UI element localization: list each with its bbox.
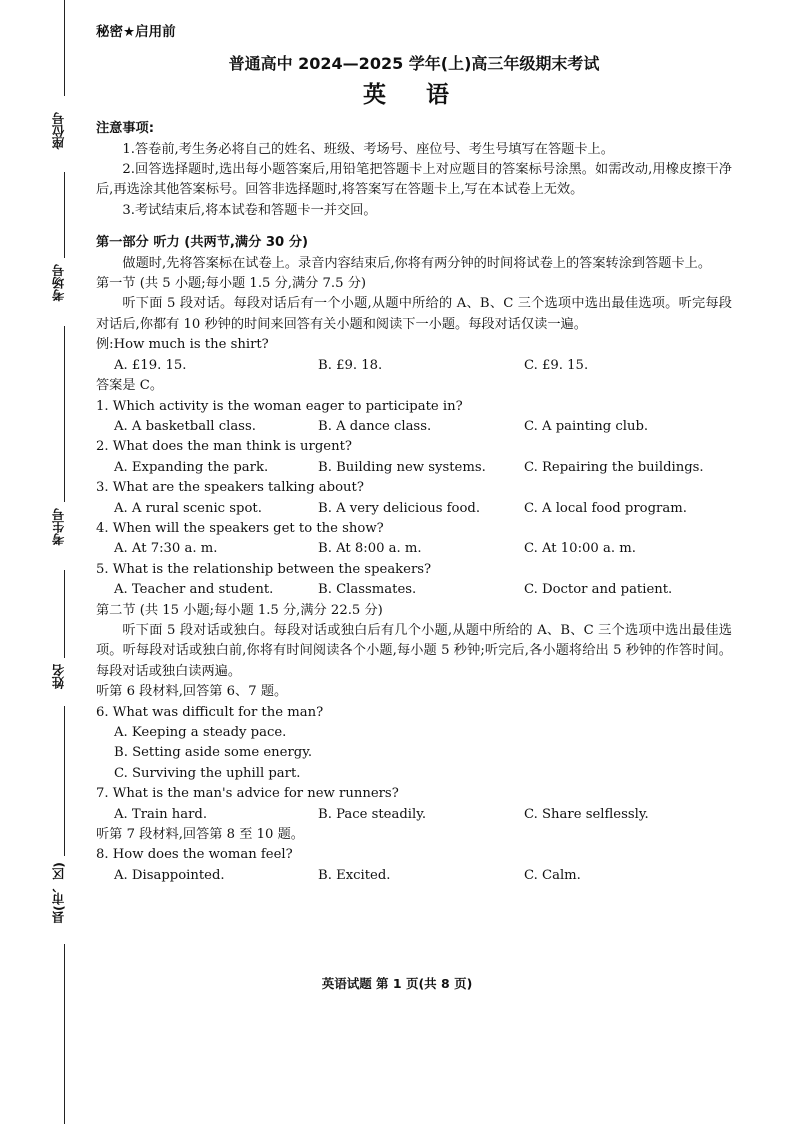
question: 3. What are the speakers talking about? [96, 480, 364, 496]
binding-line [64, 0, 65, 96]
section1-heading: 第一节 (共 5 小题;每小题 1.5 分,满分 7.5 分) [96, 276, 367, 292]
question-options [96, 805, 732, 825]
option-c: C. Repairing the buildings. [524, 459, 704, 475]
name-label: 姓名 [51, 664, 66, 689]
option-b: B. Pace steadily. [318, 806, 427, 822]
question: 2. What does the man think is urgent? [96, 439, 352, 455]
note-item: 1.答卷前,考生务必将自己的姓名、班级、考场号、座位号、考生号填写在答题卡上。 [122, 141, 614, 157]
option-a: A. Train hard. [114, 806, 208, 822]
question: 8. How does the woman feel? [96, 847, 293, 863]
section2-heading: 第二节 (共 15 小题;每小题 1.5 分,满分 22.5 分) [96, 602, 383, 618]
exam-page [96, 22, 732, 886]
example-answer: 答案是 C。 [96, 378, 164, 394]
question-options [96, 499, 732, 519]
option-a: A. A basketball class. [114, 418, 256, 434]
question: 4. When will the speakers get to the show? [96, 520, 384, 536]
option-b: B. Excited. [318, 867, 391, 883]
section2-intro: 听下面 5 段对话或独白。每段对话或独白后有几个小题,从题中所给的 A、B、C 三个选项中选出最佳选项。听每段对话或独白前,你将有时间阅读各个小题,每小题 5 秒钟;听完后,各小题将给出 5 秒钟的作答时间。每段对话或独白读两遍。 [96, 622, 732, 679]
question: 5. What is the relationship between the speakers? [96, 561, 432, 577]
question-options [96, 580, 732, 600]
option-c: C. A painting club. [524, 418, 649, 434]
option-c: C. At 10:00 a. m. [524, 541, 636, 557]
exam-room-label: 考场号 [51, 264, 66, 302]
option-b: B. A dance class. [318, 418, 432, 434]
section1-intro: 听下面 5 段对话。每段对话后有一个小题,从题中所给的 A、B、C 三个选项中选出最佳选项。听完每段对话后,你都有 10 秒钟的时间来回答有关小题和阅读下一小题。每段对话仅读一遍。 [96, 296, 732, 332]
binding-line [64, 326, 65, 502]
binding-line [64, 706, 65, 856]
note-item: 3.考试结束后,将本试卷和答题卡一并交回。 [122, 202, 377, 218]
binding-line [64, 944, 65, 1124]
notes-heading: 注意事项: [96, 121, 155, 137]
binding-line [64, 570, 65, 658]
question-options [96, 458, 732, 478]
binding-strip [0, 0, 80, 1124]
option-c: C. £9. 15. [524, 357, 589, 373]
option-a: A. £19. 15. [114, 357, 187, 373]
option-c: C. A local food program. [524, 500, 687, 516]
option-b: B. Classmates. [318, 582, 417, 598]
option-b: B. A very delicious food. [318, 500, 481, 516]
county-label: 县(市、区) [51, 862, 66, 924]
option-b: B. At 8:00 a. m. [318, 541, 422, 557]
option-c: C. Doctor and patient. [524, 582, 673, 598]
question: 6. What was difficult for the man? [96, 704, 324, 720]
option-b: B. £9. 18. [318, 357, 383, 373]
question-options [96, 417, 732, 437]
material-note: 听第 6 段材料,回答第 6、7 题。 [96, 684, 288, 700]
note-item: 2.回答选择题时,选出每小题答案后,用铅笔把答题卡上对应题目的答案标号涂黑。如需改动,用橡皮擦干净后,再选涂其他答案标号。回答非选择题时,将答案写在答题卡上,写在本试卷上无效。 [96, 162, 732, 198]
option-b: B. Building new systems. [318, 459, 486, 475]
subject-title: 英 语 [362, 81, 465, 108]
option-a: A. Keeping a steady pace. [114, 725, 287, 740]
example-options [96, 356, 732, 376]
option-a: A. A rural scenic spot. [114, 500, 262, 516]
material-note: 听第 7 段材料,回答第 8 至 10 题。 [96, 827, 304, 843]
example-question: 例:How much is the shirt? [96, 337, 269, 353]
question-options [96, 539, 732, 559]
option-c: C. Share selflessly. [524, 806, 649, 822]
binding-line [64, 172, 65, 258]
option-a: A. Disappointed. [114, 867, 225, 883]
page-footer: 英语试题 第 1 页(共 8 页) [321, 976, 473, 991]
seat-number-label: 座位号 [51, 112, 66, 150]
question: 7. What is the man's advice for new runners? [96, 786, 399, 802]
option-c: C. Surviving the uphill part. [114, 765, 301, 781]
question: 1. Which activity is the woman eager to participate in? [96, 398, 463, 414]
option-a: A. Expanding the park. [114, 459, 269, 475]
part1-intro: 做题时,先将答案标在试卷上。录音内容结束后,你将有两分钟的时间将试卷上的答案转涂到答题卡上。 [122, 255, 712, 271]
student-number-label: 考生号 [51, 508, 66, 546]
option-a: A. At 7:30 a. m. [114, 541, 218, 557]
option-a: A. Teacher and student. [114, 582, 274, 598]
part1-heading: 第一部分 听力 (共两节,满分 30 分) [96, 235, 309, 251]
option-b: B. Setting aside some energy. [114, 745, 313, 761]
exam-title: 普通高中 2024—2025 学年(上)高三年级期末考试 [228, 54, 600, 74]
question-options [96, 866, 732, 886]
option-c: C. Calm. [524, 867, 581, 883]
secret-mark: 秘密★启用前 [96, 24, 176, 40]
